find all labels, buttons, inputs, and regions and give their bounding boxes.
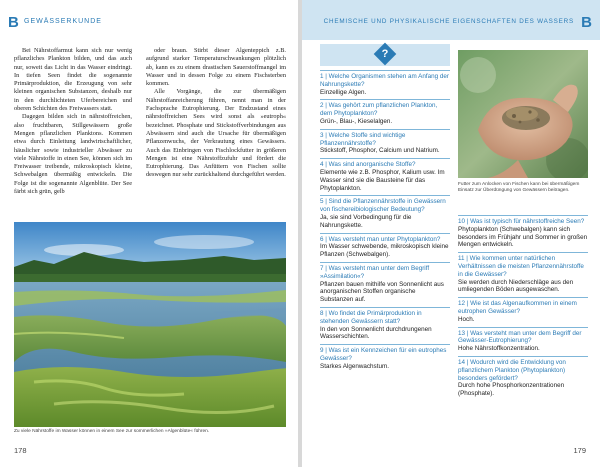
qa-item: [320, 307, 450, 341]
answer: Stickstoff, Phosphor, Calcium und Natrium.: [320, 147, 440, 155]
qa-item: [458, 356, 588, 398]
question-mark-symbol: ?: [381, 48, 389, 60]
answer: Elemente wie z.B. Phosphor, Kalium usw. Im Wasser sind sie die Bausteine für das Phytoplankton.: [320, 168, 445, 192]
question: 6 | Was versteht man unter Phytoplankton?: [320, 235, 441, 243]
answer: Einzellige Algen.: [320, 88, 367, 96]
paragraph: oder braun. Stirbt dieser Algenteppich z.B. aufgrund starker Temperaturschwankungen plötzlich ab, kann es zu einem drastischen Sauerstoffmangel im Wasser und in dessen Folge zu einem Fischsterben kommen.: [146, 47, 286, 88]
chapter-title: GEWÄSSERKUNDE: [24, 18, 102, 25]
answer: Ja, sie sind Vorbedingung für die Nahrungskette.: [320, 213, 412, 229]
question: 1 | Welche Organismen stehen am Anfang der Nahrungskette?: [320, 73, 449, 88]
fish-bait-in-hand-photo: [458, 50, 588, 178]
left-page-header: [0, 0, 298, 40]
qa-item: [320, 99, 450, 125]
qa-item: [320, 158, 450, 192]
qa-item: [458, 252, 588, 294]
qa-item: [320, 70, 450, 96]
qa-item: [320, 129, 450, 155]
question: 2 | Was gehört zum pflanzlichen Plankton, dem Phytoplankton?: [320, 102, 438, 118]
photo-caption: Futter zum Anlocken von Fischen kann bei übermäßigem Einsatz zur Überdüngung von Gewässern beitragen.: [458, 182, 580, 193]
left-page: [0, 0, 298, 467]
paragraph: Alle Vorgänge, die zur übermäßigen Nährstoffanreicherung führen, nennt man in der Fachsprache Eutrophierung. Der Endzustand eines nährstoffreichen Sees wird sonst als »eutroph« bezeichnet. Phosphate und Stickstoffverbindungen aus Abwässern sind auch die Ursache für übermäßigen Pflanzenwuchs, der Verkrautung eines Gewässers. Auch das Einbringen von Fischlockfutter in größeren Mengen ist eine Nährstoffzufuhr und fördert die Eutrophierung. Das Anfüttern von Fischen sollte deswegen nur sehr zurückhaltend durchgeführt werden.: [146, 88, 286, 179]
body-text-column-2: [146, 47, 286, 227]
qa-item: [320, 262, 450, 304]
answer: Hohe Nährstoffkonzentration.: [458, 345, 540, 353]
question: 10 | Was ist typisch für nährstoffreiche Seen?: [458, 218, 585, 225]
answer: Durch hohe Phosphorkonzentrationen (Phosphate).: [458, 382, 565, 398]
paragraph: Dagegen bilden sich in nährstoffreichen, also fruchtbaren, Stillgewässern große Mengen pflanzlichen Planktons. Kommen etwa durch Einleitung landwirtschaftlicher, häuslicher sowie industrieller Abwässer zu viele Nährstoffe in einen See, können sich im Freiwasser treibende, mikroskopisch kleine, Schwebalgen übermäßig entwickeln. Die Folge ist die sogenannte Algenblüte. Der See färbt sich grün, gelb: [14, 113, 132, 196]
question: 13 | Was versteht man unter dem Begriff der Gewässer-Eutrophierung?: [458, 329, 582, 345]
answer: Im Wasser schwebende, mikroskopisch kleine Pflanzen (Schwebalgen).: [320, 243, 449, 259]
qa-column-1: [320, 44, 450, 374]
chapter-letter: B: [581, 14, 592, 31]
question: 5 | Sind die Pflanzennährstoffe in Gewässern von fischereibiologischer Bedeutung?: [320, 198, 446, 214]
question: 9 | Was ist ein Kennzeichen für ein eutrophes Gewässer?: [320, 347, 447, 362]
body-text-column-1: [14, 47, 132, 227]
page-number: 179: [573, 446, 586, 455]
qa-item: [458, 327, 588, 353]
qa-item: [320, 195, 450, 229]
chapter-letter: B: [8, 14, 19, 31]
paragraph: Bei Nährstoffarmut kann sich nur wenig pflanzliches Plankton bilden, und das auch nur, soweit das Licht in das Wasser eindringt. In tiefen Seen findet die sogenannte Primärproduktion, die Erzeugung von sehr kleinen organischen Substanzen, deshalb nur in den durchlichteten Uferbereichen und oberen Schichten des Freiwassers statt.: [14, 47, 132, 113]
qa-column-2: [458, 215, 588, 401]
answer: Sie werden durch Niederschläge aus den umliegenden Böden ausgewaschen.: [458, 278, 574, 294]
question: 4 | Was sind anorganische Stoffe?: [320, 161, 416, 169]
qa-item: [320, 344, 450, 370]
section-title: CHEMISCHE UND PHYSIKALISCHE EIGENSCHAFTEN DES WASSERS: [323, 18, 574, 25]
qa-item: [320, 233, 450, 259]
page-number: 178: [14, 446, 27, 455]
quiz-badge: [320, 44, 450, 66]
right-page-header: [302, 0, 600, 40]
question: 11 | Wie kommen unter natürlichen Verhältnissen die meisten Pflanzennährstoffe in die Gewässer?: [458, 255, 584, 278]
question: 8 | Wo findet die Primärproduktion in stehenden Gewässern statt?: [320, 309, 422, 325]
qa-item: [458, 297, 588, 323]
answer: Starkes Algenwachstum.: [320, 362, 389, 370]
answer: Phytoplankton (Schwebalgen) kann sich besonders im Frühjahr und Sommer in großen Mengen entwickeln.: [458, 225, 588, 249]
right-page: [302, 0, 600, 467]
question: 14 | Wodurch wird die Entwicklung von pflanzlichem Plankton (Phytoplankton) besonders gefördert?: [458, 358, 566, 382]
answer: In den von Sonnenlicht durchdrungenen Wasserschichten.: [320, 325, 432, 341]
question: 7 | Was versteht man unter dem Begriff »Assimilation«?: [320, 264, 430, 280]
qa-item: [458, 215, 588, 249]
answer: Hoch.: [458, 315, 475, 323]
answer: Pflanzen bauen mithilfe von Sonnenlicht aus anorganischen Stoffen organische Substanzen auf.: [320, 280, 444, 304]
question: 12 | Wie ist das Algenaufkommen in einem eutrophen Gewässer?: [458, 300, 577, 315]
photo-caption: Zu viele Nährstoffe im Wasser können in einem See zur sommerlichen »Algenblüte« führen.: [14, 429, 210, 434]
answer: Grün-, Blau-, Kieselalgen.: [320, 117, 393, 125]
question: 3 | Welche Stoffe sind wichtige Pflanzennährstoffe?: [320, 131, 406, 147]
algae-bloom-lake-photo: [14, 222, 286, 427]
